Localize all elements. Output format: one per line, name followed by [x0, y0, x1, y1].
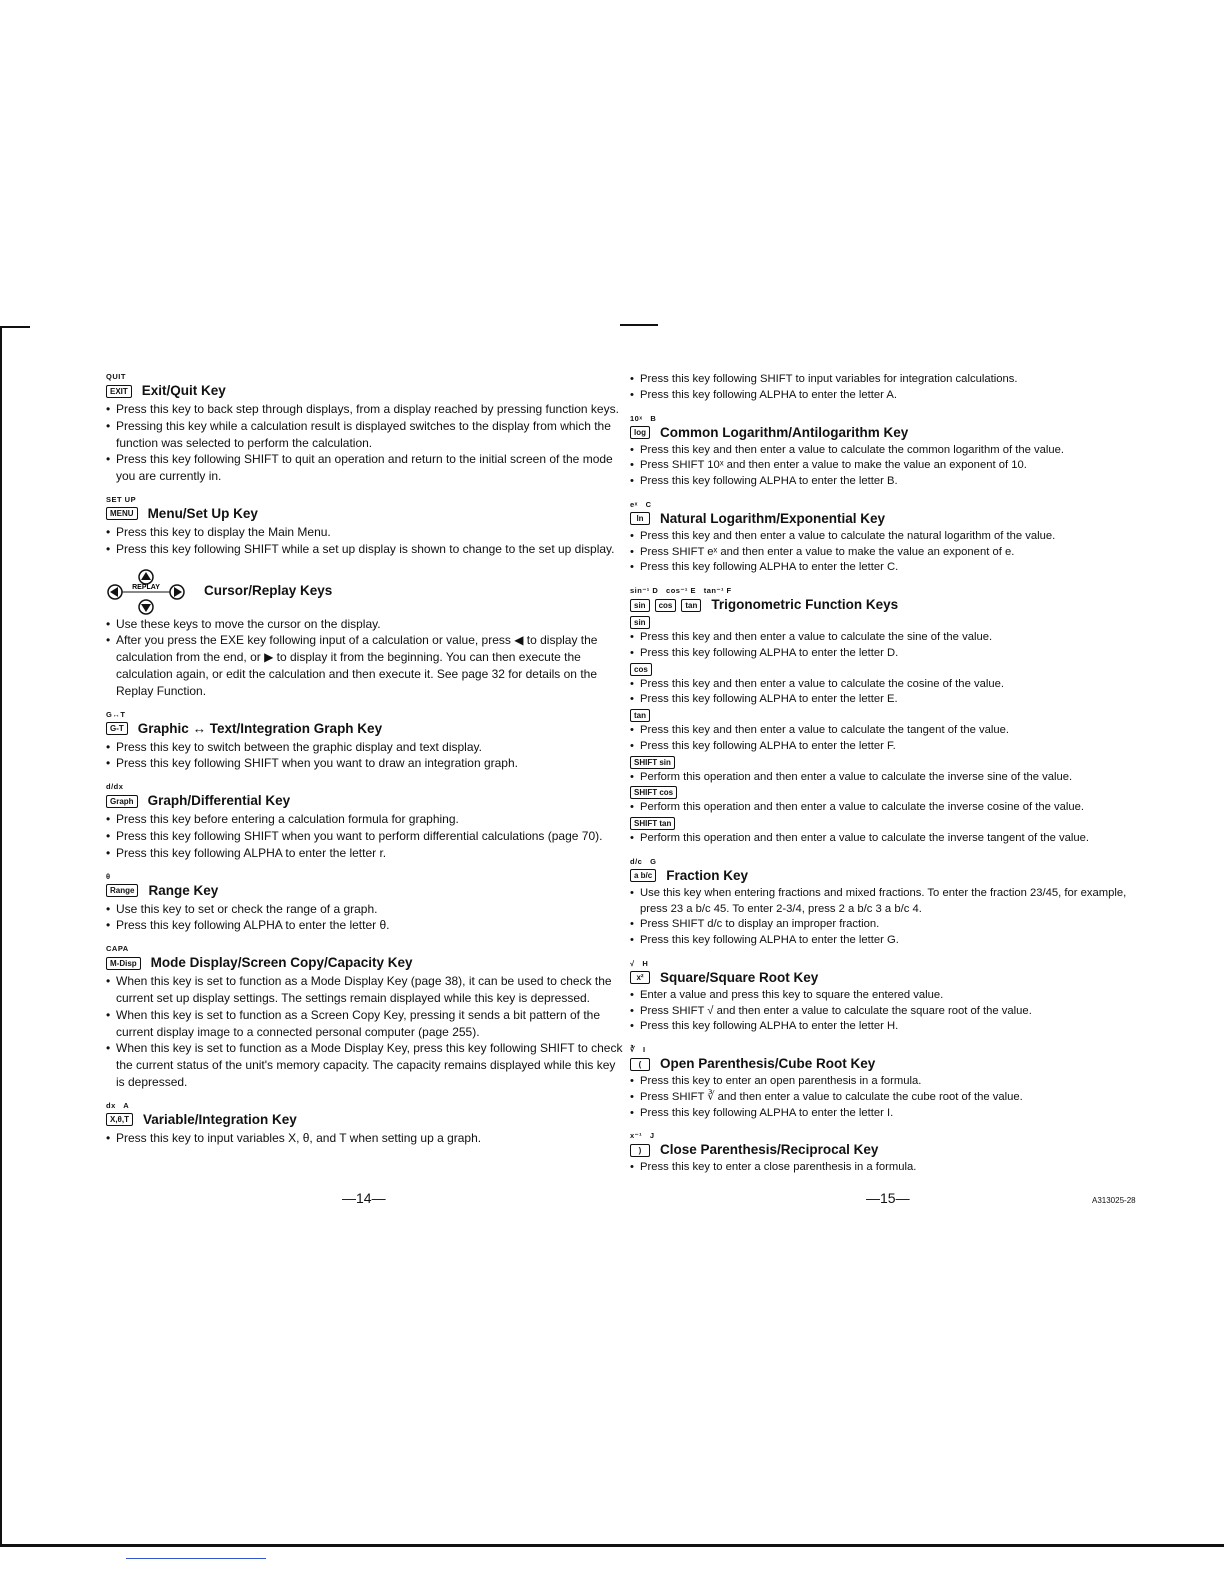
bullet: • Press this key following ALPHA to enter the letter F.: [630, 739, 1150, 755]
graph-differential-section: [106, 782, 624, 861]
shift-label: 10ˣ B: [630, 413, 657, 423]
open-paren-section: [630, 1045, 1150, 1121]
shift-tan-key-icon: SHIFT tan: [630, 817, 675, 830]
section-heading: [106, 791, 624, 811]
scan-link-line: [126, 1558, 266, 1559]
shift-label: d/c G: [630, 856, 657, 866]
square-section: [630, 959, 1150, 1035]
section-heading: [630, 509, 1150, 529]
bullet: • Press this key and then enter a value to calculate the cosine of the value.: [630, 677, 1150, 693]
square-key-icon: x²: [630, 971, 650, 984]
shift-label: QUIT: [106, 372, 126, 381]
bullet: • Press this key and then enter a value to calculate the sine of the value.: [630, 630, 1150, 646]
bullet: • Press SHIFT d/c to display an improper fraction.: [630, 917, 1150, 933]
open-paren-key-icon: (: [630, 1058, 650, 1071]
bullet: • Press this key following ALPHA to enter the letter C.: [630, 560, 1150, 576]
shift-sin-key-icon: SHIFT sin: [630, 756, 675, 769]
document-code: A313025-28: [1092, 1196, 1136, 1205]
bullet: • Press this key to switch between the graphic display and text display.: [106, 739, 624, 756]
bullet: • Press this key following SHIFT while a set up display is shown to change to the set up display.: [106, 541, 624, 558]
bullet: • Press this key to enter an open parenthesis in a formula.: [630, 1074, 1150, 1090]
trig-section: [630, 586, 1150, 847]
log-section: [630, 414, 1150, 490]
section-title: Fraction Key: [666, 867, 749, 883]
ln-key-icon: ln: [630, 512, 650, 525]
section-title: Common Logarithm/Antilogarithm Key: [660, 424, 909, 440]
shift-label: dx A: [106, 1100, 130, 1110]
bullet: • Press this key to input variables X, θ, and T when setting up a graph.: [106, 1130, 624, 1147]
bullet: • Press this key following ALPHA to enter the letter I.: [630, 1106, 1150, 1122]
fraction-key-icon: a b/c: [630, 869, 656, 882]
bullet: • Press this key and then enter a value to calculate the tangent of the value.: [630, 723, 1150, 739]
bullet: • Perform this operation and then enter a value to calculate the inverse cosine of the value.: [630, 800, 1150, 816]
section-title: Natural Logarithm/Exponential Key: [660, 510, 886, 526]
page-14-column: [106, 372, 624, 1147]
log-key-icon: log: [630, 426, 650, 439]
page-number-right: —15—: [866, 1190, 910, 1206]
shift-label: d/dx: [106, 782, 124, 792]
section-title: Graphic ↔ Text/Integration Graph Key: [137, 720, 383, 736]
page-15-column: [630, 372, 1150, 1176]
shift-label: x⁻¹ J: [630, 1131, 655, 1141]
bullet: • When this key is set to function as a Mode Display Key (page 38), it can be used to check the current set up display settings. The settings remain displayed while this key is depressed.: [106, 973, 624, 1007]
bullet: • Press this key following ALPHA to enter the letter θ.: [106, 917, 624, 934]
graphic-text-key-icon: G-T: [106, 722, 128, 735]
section-title: Graph/Differential Key: [147, 793, 291, 809]
bullet: • Press this key following ALPHA to enter the letter B.: [630, 474, 1150, 490]
shift-label: SET UP: [106, 494, 137, 504]
section-title: Range Key: [148, 882, 219, 898]
shift-label: G↔T: [106, 709, 126, 719]
scan-edge-bottom: [0, 1544, 1224, 1547]
section-heading: [630, 1054, 1150, 1074]
menu-key-icon: MENU: [106, 507, 138, 520]
mode-display-section: [106, 944, 624, 1091]
bullet: • When this key is set to function as a Screen Copy Key, pressing it sends a bit pattern of the current display image to a connected personal computer (page 255).: [106, 1007, 624, 1041]
bullet: • Press this key following SHIFT when you want to draw an integration graph.: [106, 755, 624, 772]
bullet: • When this key is set to function as a Mode Display Key, press this key following SHIFT to check the current status of the unit's memory capacity. The capacity remains displayed while this key is depressed.: [106, 1040, 624, 1090]
section-title: Menu/Set Up Key: [147, 505, 258, 521]
shift-label: θ: [106, 871, 111, 881]
section-heading: [630, 595, 1150, 615]
close-paren-key-icon: ): [630, 1144, 650, 1157]
bullet: • Use this key to set or check the range of a graph.: [106, 901, 624, 918]
section-title: Variable/Integration Key: [143, 1111, 297, 1127]
page-number-left: —14—: [342, 1190, 386, 1206]
section-heading: [106, 881, 624, 901]
mode-display-key-icon: M-Disp: [106, 957, 141, 970]
bullet: • Press this key before entering a calculation formula for graphing.: [106, 811, 624, 828]
shift-cos-key-icon: SHIFT cos: [630, 786, 677, 799]
section-heading: [630, 1140, 1150, 1160]
scan-edge-top-mark: [0, 326, 30, 328]
bullet: • Use these keys to move the cursor on the display.: [106, 616, 624, 633]
bullet: • Press this key following ALPHA to enter the letter r.: [106, 845, 624, 862]
bullet: • Press this key and then enter a value to calculate the natural logarithm of the value.: [630, 529, 1150, 545]
shift-label: ∛ I: [630, 1045, 646, 1054]
replay-label: REPLAY: [132, 583, 160, 591]
integration-continued: [630, 372, 1150, 404]
bullet: • Press this key and then enter a value to calculate the common logarithm of the value.: [630, 443, 1150, 459]
cursor-keys-icon: [106, 568, 186, 616]
bullet: • Press SHIFT eˣ and then enter a value to make the value an exponent of e.: [630, 545, 1150, 561]
bullet: • Press SHIFT ∛ and then enter a value to calculate the cube root of the value.: [630, 1090, 1150, 1106]
section-heading: [630, 968, 1150, 988]
shift-label: √ H: [630, 958, 649, 968]
bullet: • Press this key following ALPHA to enter the letter H.: [630, 1019, 1150, 1035]
cos-key-icon: cos: [655, 599, 677, 612]
bullet: • Pressing this key while a calculation result is displayed switches to the display from which the function was selected to perform the calculation.: [106, 418, 624, 452]
sin-key-icon: sin: [630, 599, 650, 612]
tan-key-icon: tan: [681, 599, 701, 612]
menu-setup-section: [106, 495, 624, 558]
section-heading: [106, 504, 624, 524]
bullet: • Press SHIFT 10ˣ and then enter a value to make the value an exponent of 10.: [630, 458, 1150, 474]
range-section: [106, 872, 624, 935]
shift-label: eˣ C: [630, 499, 652, 509]
section-heading: [106, 381, 624, 401]
bullet: • Press this key following ALPHA to enter the letter G.: [630, 933, 1150, 949]
section-heading: [106, 1110, 624, 1130]
bullet: • Press SHIFT √ and then enter a value to calculate the square root of the value.: [630, 1004, 1150, 1020]
section-heading: [630, 866, 1150, 886]
bullet: • Press this key to display the Main Menu.: [106, 524, 624, 541]
variable-integration-section: [106, 1101, 624, 1147]
section-heading: [106, 568, 624, 616]
close-paren-section: [630, 1131, 1150, 1176]
bullet: • Perform this operation and then enter a value to calculate the inverse sine of the value.: [630, 770, 1150, 786]
section-title: Trigonometric Function Keys: [711, 597, 899, 612]
section-title: Mode Display/Screen Copy/Capacity Key: [150, 955, 413, 971]
bullet: • Use this key when entering fractions and mixed fractions. To enter the fraction 23/45, for example, press 23 a b/c 45. To enter 2-3/4, press 2 a b/c 3 a b/c 4.: [630, 886, 1150, 918]
bullet: • Press this key following SHIFT to input variables for integration calculations.: [630, 372, 1150, 388]
cos-key-icon: cos: [630, 663, 652, 676]
graphic-text-section: [106, 710, 624, 773]
sin-key-icon: sin: [630, 616, 650, 629]
bullet: • Press this key to enter a close parenthesis in a formula.: [630, 1160, 1150, 1176]
scan-edge-left: [0, 326, 2, 1546]
range-key-icon: Range: [106, 884, 138, 897]
section-heading: [630, 423, 1150, 443]
section-title: Exit/Quit Key: [141, 383, 226, 398]
tan-key-icon: tan: [630, 709, 650, 722]
section-title: Cursor/Replay Keys: [204, 583, 333, 599]
section-heading: [106, 719, 624, 739]
bullet: • Press this key following SHIFT when you want to perform differential calculations (page 70).: [106, 828, 624, 845]
section-title: Square/Square Root Key: [660, 969, 819, 985]
section-title: Open Parenthesis/Cube Root Key: [660, 1056, 876, 1071]
bullet: • Press this key following ALPHA to enter the letter D.: [630, 646, 1150, 662]
exit-key-icon: EXIT: [106, 385, 132, 398]
bullet: • Press this key following ALPHA to enter the letter A.: [630, 388, 1150, 404]
bullet: • Press this key to back step through displays, from a display reached by pressing function keys.: [106, 401, 624, 418]
bullet: • Press this key following SHIFT to quit an operation and return to the initial screen of the mode you are currently in.: [106, 451, 624, 485]
bullet: • Enter a value and press this key to square the entered value.: [630, 988, 1150, 1004]
exit-quit-section: [106, 372, 624, 485]
bullet: • After you press the EXE key following input of a calculation or value, press ◀ to display the calculation from the end, or ▶ to display it from the beginning. You can then execute the calculation again, or edit the calculation and then execute it. See page 32 for details on the Replay Function.: [106, 632, 624, 699]
shift-label: sin⁻¹ D cos⁻¹ E tan⁻¹ F: [630, 586, 732, 595]
cursor-replay-section: [106, 568, 624, 700]
graph-key-icon: Graph: [106, 795, 138, 808]
section-heading: [106, 953, 624, 973]
section-title: Close Parenthesis/Reciprocal Key: [660, 1142, 879, 1158]
ln-section: [630, 500, 1150, 576]
fraction-section: [630, 857, 1150, 949]
bullet: • Perform this operation and then enter a value to calculate the inverse tangent of the value.: [630, 831, 1150, 847]
variable-key-icon: X,θ,T: [106, 1113, 133, 1126]
scan-edge-top-center: [620, 324, 658, 326]
shift-label: CAPA: [106, 944, 129, 954]
bullet: • Press this key following ALPHA to enter the letter E.: [630, 692, 1150, 708]
